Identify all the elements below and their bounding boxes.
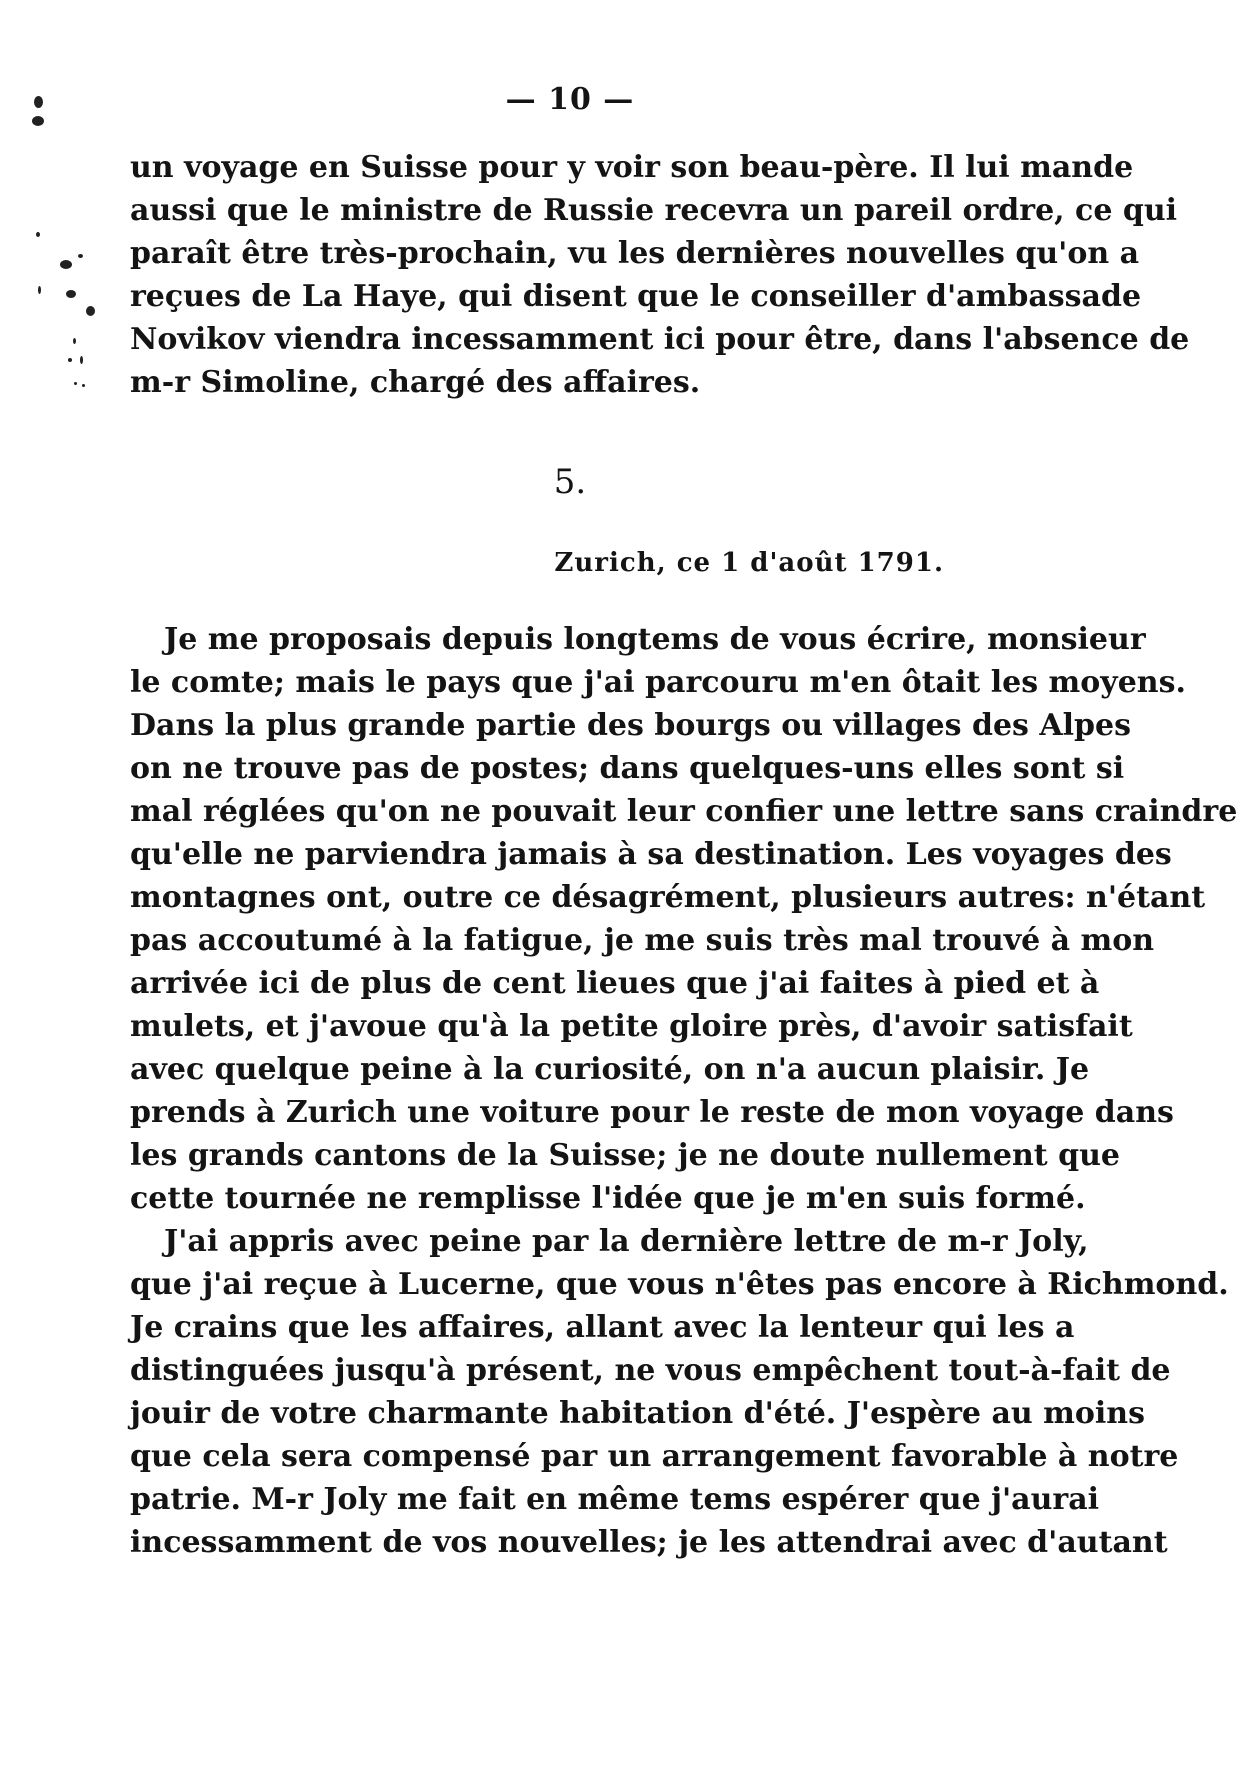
text-line: arrivée ici de plus de cent lieues que j'ai faites à pied et à	[130, 966, 1100, 1001]
text-line: J'ai appris avec peine par la dernière lettre de m-r Joly,	[164, 1224, 1089, 1259]
text-line: montagnes ont, outre ce désagrément, plusieurs autres: n'étant	[130, 880, 1206, 915]
text-line: jouir de votre charmante habitation d'été. J'espère au moins	[130, 1396, 1145, 1431]
letter-dateline: Zurich, ce 1 d'août 1791.	[554, 548, 944, 578]
text-line: prends à Zurich une voiture pour le reste de mon voyage dans	[130, 1095, 1174, 1130]
text-line: aussi que le ministre de Russie recevra un pareil ordre, ce qui	[130, 193, 1178, 228]
text-line: pas accoutumé à la fatigue, je me suis très mal trouvé à mon	[130, 923, 1155, 958]
text-line: les grands cantons de la Suisse; je ne doute nullement que	[130, 1138, 1120, 1173]
text-line: un voyage en Suisse pour y voir son beau-père. Il lui mande	[130, 150, 1134, 185]
text-line: que cela sera compensé par un arrangement favorable à notre	[130, 1439, 1179, 1474]
text-line: Novikov viendra incessamment ici pour être, dans l'absence de	[130, 322, 1190, 357]
text-line: le comte; mais le pays que j'ai parcouru m'en ôtait les moyens.	[130, 665, 1186, 700]
text-line: on ne trouve pas de postes; dans quelques-uns elles sont si	[130, 751, 1125, 786]
text-line: que j'ai reçue à Lucerne, que vous n'êtes pas encore à Richmond.	[130, 1267, 1229, 1302]
text-line: m-r Simoline, chargé des affaires.	[130, 365, 701, 400]
text-line: distinguées jusqu'à présent, ne vous empêchent tout-à-fait de	[130, 1353, 1171, 1388]
text-line: mal réglées qu'on ne pouvait leur confier une lettre sans craindre	[130, 794, 1237, 829]
text-line: paraît être très-prochain, vu les dernières nouvelles qu'on a	[130, 236, 1140, 271]
text-line: mulets, et j'avoue qu'à la petite gloire près, d'avoir satisfait	[130, 1009, 1133, 1044]
text-line: qu'elle ne parviendra jamais à sa destination. Les voyages des	[130, 837, 1172, 872]
text-line: reçues de La Haye, qui disent que le conseiller d'ambassade	[130, 279, 1142, 314]
text-line: incessamment de vos nouvelles; je les attendrai avec d'autant	[130, 1525, 1168, 1560]
text-line: avec quelque peine à la curiosité, on n'a aucun plaisir. Je	[130, 1052, 1090, 1087]
text-line: Dans la plus grande partie des bourgs ou villages des Alpes	[130, 708, 1132, 743]
text-line: patrie. M-r Joly me fait en même tems espérer que j'aurai	[130, 1482, 1100, 1517]
paragraph-1	[130, 618, 1237, 1220]
text-line: Je crains que les affaires, allant avec la lenteur qui les a	[130, 1310, 1075, 1345]
paragraph-2	[130, 1220, 1229, 1564]
continuation-paragraph	[130, 146, 1190, 404]
page-number: — 10 —	[505, 82, 635, 117]
letter-body	[130, 618, 1237, 1564]
text-line: cette tournée ne remplisse l'idée que je m'en suis formé.	[130, 1181, 1086, 1216]
letter-number: 5.	[553, 462, 587, 502]
scan-margin-marks	[28, 90, 108, 440]
text-line: Je me proposais depuis longtems de vous écrire, monsieur	[164, 622, 1146, 657]
